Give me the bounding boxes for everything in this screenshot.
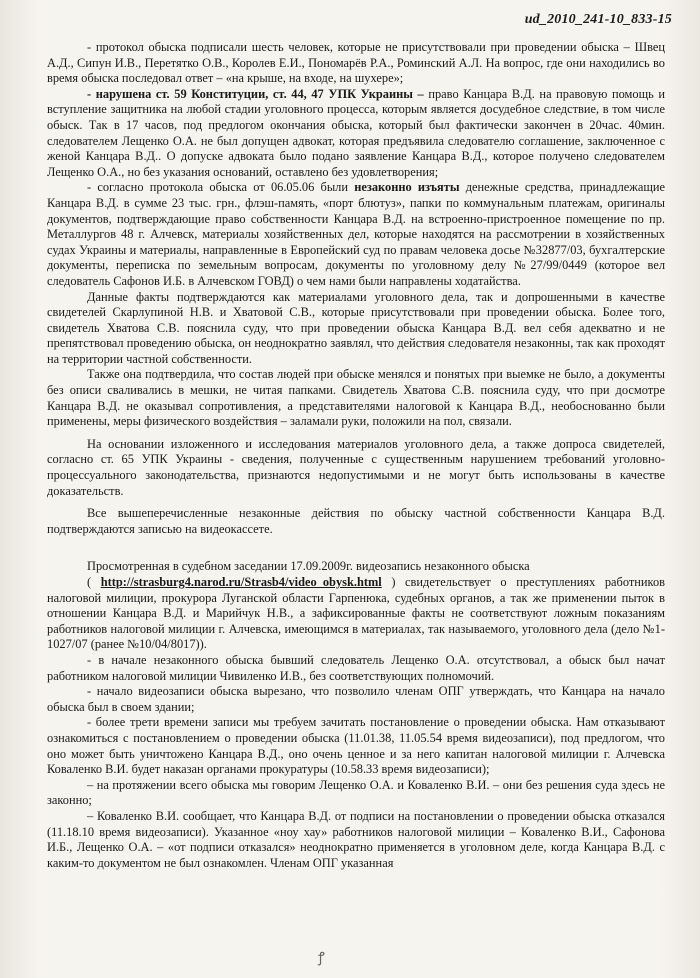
paragraph: [47, 809, 665, 871]
video-link[interactable]: http://strasburg4.narod.ru/Strasb4/video_obysk.html: [100, 575, 382, 589]
paragraph-text: - протокол обыска подписали шесть человек, которые не присутствовали при проведении обыска – Швец А.Д., Сипун И.В., Перетятко О.В., Королев Е.И., Пономарёв Р.А., Роминский А.Л. На вопрос, где они находились во время обыска последовал ответ – «на крыше, на входе, на шухере»;: [47, 40, 665, 86]
paragraph: [47, 778, 665, 809]
paragraph-text: Данные факты подтверждаются как материалами уголовного дела, так и допрошенными в качестве свидетелей Скарлупиной Н.В. и Хватовой С.В., которые присутствовали при проведении обыска. Более того, свидетель Хватова С.В. пояснила суду, что при проведении обыска Канцара В.Д. вел себя адекватно и не препятствовал проведению обыска, он неоднократно заявлял, что действия следователя незаконны, так как проходят на территории частной собственности.: [47, 289, 665, 366]
paragraph-text: - начало видеозаписи обыска вырезано, что позволило членам ОПГ утверждать, что Канцара на начало обыска был в своем здании;: [47, 684, 665, 714]
document-body: [47, 40, 665, 871]
paragraph-text: На основании изложенного и исследования материалов уголовного дела, а также допроса свидетелей, согласно ст. 65 УПК Украины - сведения, полученные с существенным нарушением требований уголовно-процессуального законодательства, признаются недопустимыми и не могут быть использованы в качестве доказательств.: [47, 436, 665, 498]
handwritten-mark: ꝭ: [318, 950, 325, 966]
paragraph-text: денежные средства, принадлежащие Канцара В.Д. в сумме 23 тыс. грн., флэш-память, «порт блютуз», папки по коммунальным платежам, оригиналы документов, подтверждающие право собственности Канцара В.Д. на встроенно-пристроенное помещение по пр. Металлургов 48 г. Алчевск, материалы хозяйственных дел, которые находятся на рассмотрении в хозяйственных судах Украины и материалы, направленные в Европейский суд по правам человека досье №32877/03, бухгалтерские документы, переписка по земельным вопросам, документы по уголовному делу №27/99/0449 (которое вел следователь Сафонов И.Б. в Алчевском ГОВД) о чем нами были направлены ходатайства.: [47, 180, 665, 288]
document-id: ud_2010_241-10_833-15: [524, 12, 672, 27]
paragraph: [47, 715, 665, 777]
paragraph: [47, 290, 665, 368]
paragraph-bold: - нарушена ст. 59 Конституции, ст. 44, 47 УПК Украины –: [87, 86, 424, 101]
paragraph: [47, 87, 665, 181]
paragraph: [47, 653, 665, 684]
paragraph: [47, 506, 665, 537]
paragraph-text: (: [87, 575, 101, 589]
paragraph-text: право Канцара В.Д. на правовую помощь и вступление защитника на любой стадии уголовного процесса, которым является досудебное следствие, в том числе обыск. Так в 17 часов, под предлогом окончания обыска, который был фактически закончен в 20час. 40мин. следователем Лещенко О.А. не был допущен адвокат, которая предъявила следователю соглашение, заключенное с женой Канцара В.Д.. О допуске адвоката было подано заявление Канцара В.Д., которое получено следователем Лещенко О.А., но без указания оснований, оставлено без удовлетворения;: [47, 86, 665, 179]
paragraph: [47, 684, 665, 715]
paragraph: [47, 437, 665, 499]
paragraph: [47, 559, 665, 575]
paragraph-text: – на протяжении всего обыска мы говорим Лещенко О.А. и Коваленко В.И. – они без решения суда здесь не законно;: [47, 777, 665, 808]
paragraph-text: ) свидетельствует о преступлениях работников налоговой милиции, прокурора Луганской области Гарпенюка, судебных органов, а так же применении пыток в отношении Канцара В.Д. и Марийчук Н.В., а зафиксированные факты не соответствуют ложным показаниям работников налоговой милиции г. Алчевска, имеющимся в материалах, так называемого, уголовного дела (дело №1-1027/07 (ранее №10/04/8017)).: [47, 575, 665, 652]
paragraph-text: Все вышеперечисленные незаконные действия по обыску частной собственности Канцара В.Д. подтверждаются записью на видеокассете.: [47, 506, 665, 536]
paragraph: [47, 367, 665, 429]
paragraph: [47, 575, 665, 653]
paragraph-text: - более трети времени записи мы требуем зачитать постановление о проведении обыска. Нам отказывают ознакомиться с постановлением о проведении обыска (11.01.38, 11.05.54 время видеозаписи), под предлогом, что оно может быть уничтожено Канцара В.Д., оно очень ценное и за него капитан налоговой милиции г. Алчевска Коваленко В.И. будет наказан органами прокуратуры (10.58.33 время видеозаписи);: [47, 715, 665, 777]
paragraph: [47, 40, 665, 87]
paragraph-text: - согласно протокола обыска от 06.05.06 были: [87, 180, 355, 195]
paragraph-text: Просмотренная в судебном заседании 17.09.2009г. видеозапись незаконного обыска: [87, 559, 530, 574]
paragraph-text: Также она подтвердила, что состав людей при обыске менялся и понятых при выемке не было, а документы без описи сваливались в мешки, не читая папками. Свидетель Хватова С.В. пояснила суду, что при досмотре Канцара В.Д. не оказывал сопротивления, а представителями налоговой к Канцара В.Д., необоснованно были применены, меры физического воздействия – заламали руки, положили на пол, связали.: [47, 367, 665, 429]
paragraph-bold: незаконно изъяты: [354, 180, 460, 195]
paragraph-text: - в начале незаконного обыска бывший следователь Лещенко О.А. отсутствовал, а обыск был начат работником налоговой милиции Чивиленко И.В., без соответствующих полномочий.: [47, 652, 665, 683]
paragraph-text: – Коваленко В.И. сообщает, что Канцара В.Д. от подписи на постановлении о проведении обыска отказался (11.18.10 время видеозаписи). Указанное «ноу хау» работников налоговой милиции – Коваленко В.И., Сафонова И.Б., Лещенко О.А. – «от подписи отказался» неоднократно применяется в уголовном деле, когда Канцара В.Д. с каким-то документом не был ознакомлен. Членам ОПГ указанная: [47, 808, 665, 870]
paragraph: [47, 180, 665, 289]
